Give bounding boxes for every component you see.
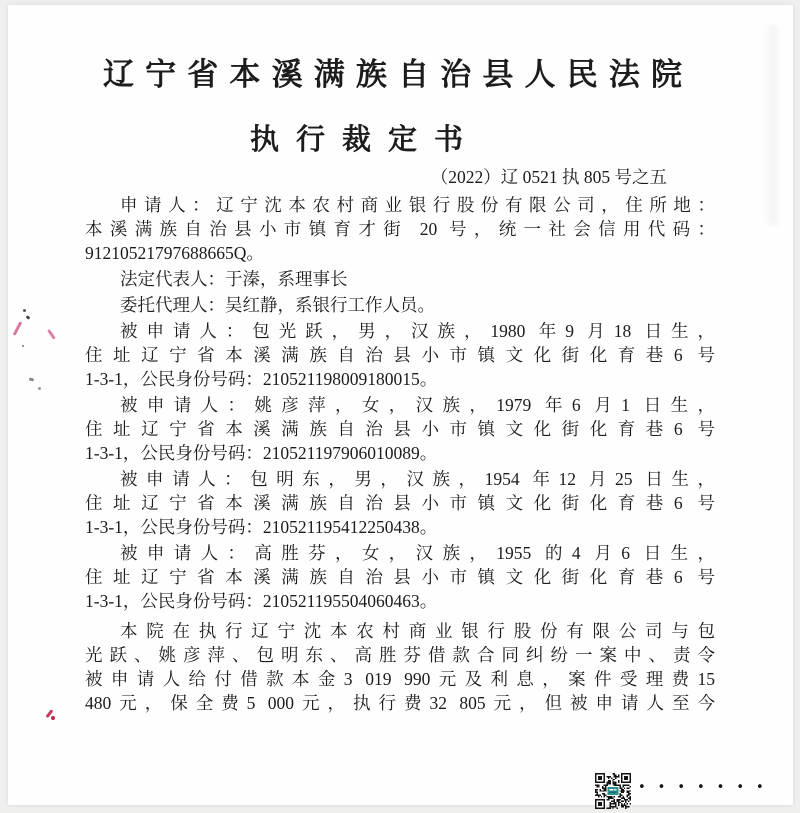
paragraph — [85, 193, 715, 265]
body-line: 1-3-1，公民身份号码：210521195412250438。 — [85, 517, 438, 537]
body-line: 住址辽宁省本溪满族自治县小市镇文化街化育巷6 号 — [85, 567, 715, 587]
paragraph — [85, 541, 715, 613]
redaction-dots: ••••••• — [638, 780, 776, 795]
body-line: 1-3-1，公民身份号码：210521197906010089。 — [85, 443, 438, 463]
document-body — [8, 193, 793, 715]
paragraph — [85, 393, 715, 465]
body-line: 1-3-1，公民身份号码：210521198009180015。 — [85, 369, 438, 389]
document-page — [8, 5, 793, 805]
body-line: 被申请人：包光跃，男，汉族，1980 年9 月18 日生， — [120, 321, 715, 341]
body-line: 被申请人：包明东，男，汉族，1954 年12 月25 日生， — [120, 469, 715, 489]
paragraph — [85, 267, 715, 291]
body-line: 委托代理人：吴红静，系银行工作人员。 — [120, 295, 435, 315]
body-line: 被申请人：姚彦萍，女，汉族，1979 年6 月1 日生， — [120, 395, 715, 415]
body-line: 光跃、姚彦萍、包明东、高胜芬借款合同纠纷一案中、责令 — [85, 645, 715, 665]
pen-mark-red-dot — [51, 716, 55, 720]
body-line: 1-3-1，公民身份号码：210521195504060463。 — [85, 591, 438, 611]
body-line: 住址辽宁省本溪满族自治县小市镇文化街化育巷6 号 — [85, 493, 715, 513]
body-line: 住址辽宁省本溪满族自治县小市镇文化街化育巷6 号 — [85, 419, 715, 439]
body-line: 本院在执行辽宁沈本农村商业银行股份有限公司与包 — [120, 621, 715, 641]
body-line: 本溪满族自治县小市镇育才街 20 号，统一社会信用代码： — [85, 219, 715, 239]
body-line: 申请人：辽宁沈本农村商业银行股份有限公司，住所地： — [120, 195, 715, 215]
paragraph — [85, 319, 715, 391]
document-title: 执行裁定书 — [249, 124, 480, 156]
qr-code — [593, 773, 633, 809]
body-line: 住址辽宁省本溪满族自治县小市镇文化街化育巷6 号 — [85, 345, 715, 365]
body-line: 法定代表人：于溱，系理事长 — [120, 269, 348, 289]
case-number: （2022）辽 0521 执 805 号之五 — [430, 167, 667, 187]
body-line: 被申请人给付借款本金3 019 990元及利息，案件受理费15 — [85, 669, 715, 689]
body-line: 被申请人：高胜芬，女，汉族，1955 的4 月6 日生， — [120, 543, 715, 563]
paragraph — [85, 293, 715, 317]
paragraph — [85, 467, 715, 539]
paragraph — [85, 619, 715, 715]
court-name: 辽宁省本溪满族自治县人民法院 — [102, 57, 694, 92]
body-line: 480元，保全费5 000元，执行费32 805元，但被申请人至今 — [85, 693, 715, 713]
body-line: 91210521797688665Q。 — [85, 243, 264, 263]
